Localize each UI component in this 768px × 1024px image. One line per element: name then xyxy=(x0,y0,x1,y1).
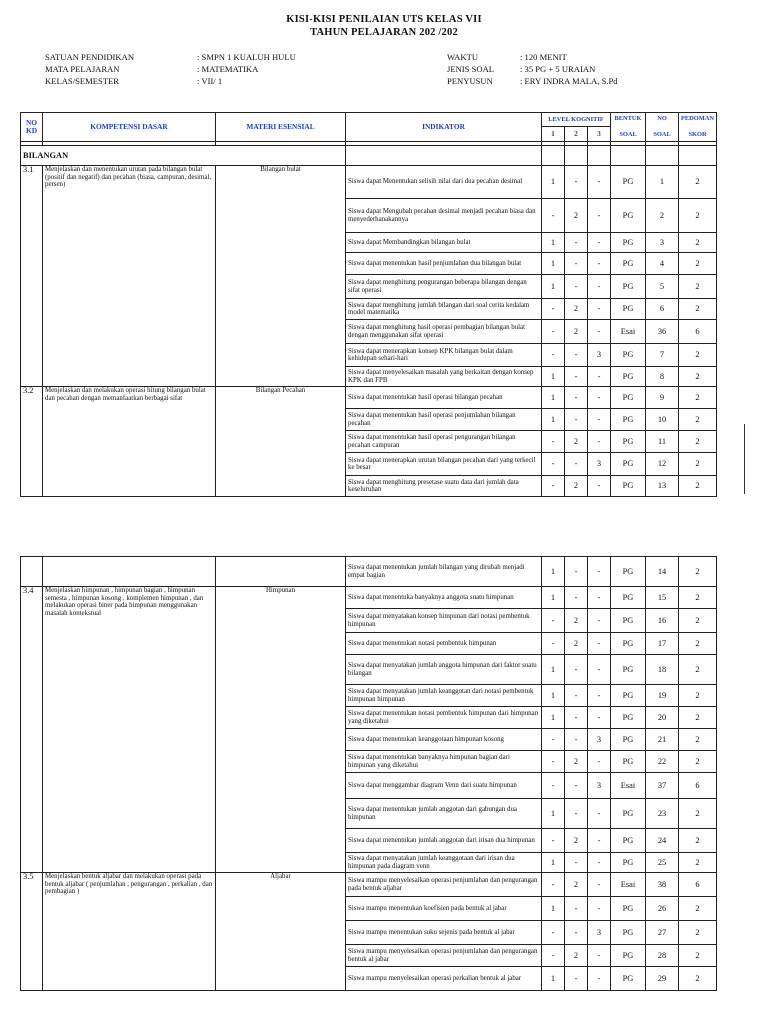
meta-label: MATA PELAJARAN xyxy=(45,64,120,74)
kompetensi-dasar-cell: Menjelaskan bentuk aljabar dan melakukan operasi pada bentuk aljabar ( penjumlahan , pengurangan , perkalian , dan pembagian ) xyxy=(43,873,216,991)
bentuk-soal-cell: PG xyxy=(611,344,646,367)
no-soal-cell: 27 xyxy=(646,921,679,945)
level-1-cell: - xyxy=(542,344,565,367)
indikator-cell: Siswa dapat menghitung jumlah bilangan dari soal cerita kedalam model matematika xyxy=(346,299,542,320)
scrollbar-thumb[interactable] xyxy=(744,424,745,494)
bentuk-soal-cell: PG xyxy=(611,453,646,476)
level-2-cell: - xyxy=(565,233,588,253)
level-3-cell: - xyxy=(588,199,611,233)
level-1-cell: - xyxy=(542,453,565,476)
level-2-cell: - xyxy=(565,655,588,685)
skor-cell: 2 xyxy=(679,476,717,497)
indikator-cell: Siswa mampu menyelesaikan operasi penjumlahan dan pengurangan pada bentuk aljabar xyxy=(346,873,542,897)
meta-label: WAKTU xyxy=(447,52,479,62)
meta-value: : MATEMATIKA xyxy=(197,64,259,74)
level-3-cell: 3 xyxy=(588,921,611,945)
no-soal-cell: 20 xyxy=(646,707,679,729)
level-2-cell: - xyxy=(565,557,588,587)
empty-cell xyxy=(565,146,588,166)
meta-label: SATUAN PENDIDIKAN xyxy=(45,52,135,62)
level-2-cell: 2 xyxy=(565,609,588,633)
indikator-cell: Siswa dapat Menentukan selisih nilai dari dua pecahan desimal xyxy=(346,166,542,199)
level-1-cell: - xyxy=(542,633,565,655)
level-1-cell: 1 xyxy=(542,707,565,729)
indikator-cell: Siswa dapat menentukan hasil operasi bilangan pecahan xyxy=(346,387,542,409)
no-soal-cell: 12 xyxy=(646,453,679,476)
indikator-cell: Siswa dapat menentukan notasi pembentuk himpunan xyxy=(346,633,542,655)
level-2-cell: - xyxy=(565,685,588,707)
level-2-cell: - xyxy=(565,799,588,829)
skor-cell: 6 xyxy=(679,320,717,344)
level-1-cell: - xyxy=(542,921,565,945)
level-2-cell: 2 xyxy=(565,633,588,655)
level-2-cell: - xyxy=(565,409,588,431)
indikator-cell: Siswa dapat menentukan banyaknya himpunan bagian dari himpunan yang diketahui xyxy=(346,751,542,773)
level-3-cell: - xyxy=(588,166,611,199)
bentuk-soal-cell: PG xyxy=(611,387,646,409)
level-2-cell: - xyxy=(565,367,588,387)
level-1-cell: 1 xyxy=(542,275,565,299)
bentuk-soal-cell: Esai xyxy=(611,873,646,897)
level-2-cell: - xyxy=(565,344,588,367)
empty-cell xyxy=(346,146,542,166)
bentuk-soal-cell: Esai xyxy=(611,773,646,799)
level-1-cell: - xyxy=(542,751,565,773)
level-1-cell: - xyxy=(542,299,565,320)
level-1-cell: - xyxy=(542,476,565,497)
bentuk-soal-cell: PG xyxy=(611,166,646,199)
level-1-cell: 1 xyxy=(542,387,565,409)
indikator-cell: Siswa dapat menentukan jumlah bilangan yang dirubah menjadi empat bagian xyxy=(346,557,542,587)
level-1-cell: - xyxy=(542,773,565,799)
bentuk-soal-cell: PG xyxy=(611,945,646,967)
skor-cell: 2 xyxy=(679,945,717,967)
no-soal-cell: 24 xyxy=(646,829,679,853)
no-soal-cell: 19 xyxy=(646,685,679,707)
skor-cell: 2 xyxy=(679,587,717,609)
bentuk-soal-cell: PG xyxy=(611,967,646,991)
level-1-cell: - xyxy=(542,199,565,233)
table-row xyxy=(21,166,717,199)
level-2-cell: - xyxy=(565,587,588,609)
level-3-cell: 3 xyxy=(588,773,611,799)
meta-value: : SMPN 1 KUALUH HULU xyxy=(197,52,296,62)
table-row xyxy=(21,557,717,587)
skor-cell: 2 xyxy=(679,921,717,945)
indikator-cell: Siswa dapat menerapkan konsep KPK bilangan bulat dalam kehidupan sehari-hari xyxy=(346,344,542,367)
skor-cell: 2 xyxy=(679,799,717,829)
level-3-cell: - xyxy=(588,299,611,320)
level-1-cell: 1 xyxy=(542,409,565,431)
level-3-cell: - xyxy=(588,253,611,275)
no-soal-cell: 17 xyxy=(646,633,679,655)
indikator-cell: Siswa dapat menyatakan jumlah keanggotan dari notasi pembentuk himpunan himpunan xyxy=(346,685,542,707)
level-1-cell: - xyxy=(542,320,565,344)
no-soal-cell: 29 xyxy=(646,967,679,991)
level-2-cell: 2 xyxy=(565,476,588,497)
skor-cell: 2 xyxy=(679,967,717,991)
indikator-cell: Siswa dapat menentukan jumlah anggotan dari gabungan dua himpunan xyxy=(346,799,542,829)
level-1-cell: - xyxy=(542,609,565,633)
no-soal-cell: 14 xyxy=(646,557,679,587)
level-3-cell: - xyxy=(588,707,611,729)
indikator-cell: Siswa dapat menghitung hasil operasi pembagian bilangan bulat dengan menggunakan sifat operasi xyxy=(346,320,542,344)
bentuk-soal-cell: PG xyxy=(611,799,646,829)
indikator-cell: Siswa dapat menentuka banyaknya anggota suatu himpunan xyxy=(346,587,542,609)
level-2-cell: - xyxy=(565,275,588,299)
indikator-cell: Siswa dapat menentukan notasi pembentuk himpunan dari himpunan yang diketahui xyxy=(346,707,542,729)
skor-cell: 2 xyxy=(679,853,717,873)
level-1-cell: 1 xyxy=(542,897,565,921)
meta-value: : 35 PG + 5 URAIAN xyxy=(520,64,596,74)
header-level-1: 1 xyxy=(542,127,565,142)
empty-cell xyxy=(646,146,679,166)
meta-value: : 120 MENIT xyxy=(520,52,567,62)
level-2-cell: - xyxy=(565,253,588,275)
indikator-cell: Siswa mampu menentukan koefisien pada bentuk al jabar xyxy=(346,897,542,921)
bentuk-soal-cell: PG xyxy=(611,655,646,685)
no-soal-cell: 9 xyxy=(646,387,679,409)
level-3-cell: - xyxy=(588,387,611,409)
level-3-cell: - xyxy=(588,873,611,897)
header-kompetensi-dasar: KOMPETENSI DASAR xyxy=(43,113,216,142)
bentuk-soal-cell: PG xyxy=(611,557,646,587)
level-3-cell: - xyxy=(588,685,611,707)
skor-cell: 2 xyxy=(679,431,717,453)
no-soal-cell: 10 xyxy=(646,409,679,431)
no-soal-cell: 13 xyxy=(646,476,679,497)
no-soal-cell: 11 xyxy=(646,431,679,453)
level-1-cell: - xyxy=(542,945,565,967)
level-3-cell: - xyxy=(588,829,611,853)
meta-value: : VII/ 1 xyxy=(197,76,223,86)
kompetensi-dasar-cell: Menjelaskan himpunan , himpunan bagian , himpunan semesta , himpunan kosong , komplemen himpunan , dan melakukan operasi biner pada himpunan menggunakan masalah kontekstual xyxy=(43,587,216,873)
indikator-cell: Siswa dapat menghitung presetase suatu data dari jumlah data keseluruhan xyxy=(346,476,542,497)
no-soal-cell: 16 xyxy=(646,609,679,633)
skor-cell: 2 xyxy=(679,253,717,275)
level-3-cell: - xyxy=(588,320,611,344)
no-soal-cell: 26 xyxy=(646,897,679,921)
header-level-2: 2 xyxy=(565,127,588,142)
kd-number-cell: 3.2 xyxy=(21,387,43,497)
level-1-cell: 1 xyxy=(542,587,565,609)
level-2-cell: 2 xyxy=(565,829,588,853)
no-soal-cell: 36 xyxy=(646,320,679,344)
level-3-cell: 3 xyxy=(588,729,611,751)
indikator-cell: Siswa dapat menerapkan urutan bilangan pecahan dari yang terkecil ke besar xyxy=(346,453,542,476)
bentuk-soal-cell: PG xyxy=(611,431,646,453)
skor-cell: 6 xyxy=(679,873,717,897)
indikator-cell: Siswa dapat menentukan hasil operasi penjumlahan bilangan pecahan xyxy=(346,409,542,431)
header-no-kd: NO KD xyxy=(21,113,43,142)
no-soal-cell: 38 xyxy=(646,873,679,897)
no-soal-cell: 15 xyxy=(646,587,679,609)
indikator-cell: Siswa dapat menentukan hasil operasi pengurangan bilangan pecahan campuran xyxy=(346,431,542,453)
no-soal-cell: 22 xyxy=(646,751,679,773)
empty-cell xyxy=(679,146,717,166)
indikator-cell: Siswa dapat Membandingkan bilangan bulat xyxy=(346,233,542,253)
bentuk-soal-cell: PG xyxy=(611,729,646,751)
level-3-cell: - xyxy=(588,367,611,387)
no-soal-cell: 25 xyxy=(646,853,679,873)
skor-cell: 2 xyxy=(679,751,717,773)
level-3-cell: - xyxy=(588,799,611,829)
level-2-cell: - xyxy=(565,853,588,873)
bentuk-soal-cell: Esai xyxy=(611,320,646,344)
empty-cell xyxy=(588,146,611,166)
header-materi-esensial: MATERI ESENSIAL xyxy=(216,113,346,142)
level-1-cell: - xyxy=(542,729,565,751)
skor-cell: 2 xyxy=(679,199,717,233)
kompetensi-dasar-cell: Menjelaskan dan menentukan urutan pada bilangan bulat (positif dan negatif) dan pecahan (biasa, campuran, desimal, persen) xyxy=(43,166,216,387)
meta-label: PENYUSUN xyxy=(447,76,493,86)
bentuk-soal-cell: PG xyxy=(611,476,646,497)
meta-labels-right xyxy=(447,51,494,87)
indikator-cell: Siswa mampu menyelesaikan operasi perkalian bentuk al jabar xyxy=(346,967,542,991)
document-title: KISI-KISI PENILAIAN UTS KELAS VII xyxy=(286,14,482,25)
materi-esensial-cell: Bilangan bulat xyxy=(216,166,346,387)
indikator-cell: Siswa dapat menentukan keanggotaan himpunan kosong xyxy=(346,729,542,751)
no-soal-cell: 6 xyxy=(646,299,679,320)
empty-cell xyxy=(542,146,565,166)
indikator-cell: Siswa dapat menyatakan jumlah keanggotaan dari irisan dua himpunan pada diagram venn xyxy=(346,853,542,873)
level-3-cell: - xyxy=(588,853,611,873)
meta-label: JENIS SOAL xyxy=(447,64,495,74)
no-soal-cell: 23 xyxy=(646,799,679,829)
empty-cell xyxy=(216,557,346,587)
level-3-cell: - xyxy=(588,233,611,253)
level-2-cell: - xyxy=(565,921,588,945)
skor-cell: 2 xyxy=(679,367,717,387)
no-soal-cell: 21 xyxy=(646,729,679,751)
table-row xyxy=(21,873,717,897)
level-2-cell: 2 xyxy=(565,751,588,773)
level-3-cell: - xyxy=(588,409,611,431)
kd-number-cell: 3.1 xyxy=(21,166,43,387)
empty-cell xyxy=(611,146,646,166)
level-3-cell: - xyxy=(588,609,611,633)
header-level-kognitif: LEVEL KOGNITIF xyxy=(542,113,611,127)
kisi-kisi-table-page-2 xyxy=(20,556,717,991)
materi-esensial-cell: Himpunan xyxy=(216,587,346,873)
no-soal-cell: 37 xyxy=(646,773,679,799)
level-3-cell: - xyxy=(588,945,611,967)
level-2-cell: 2 xyxy=(565,431,588,453)
skor-cell: 2 xyxy=(679,409,717,431)
skor-cell: 2 xyxy=(679,557,717,587)
level-3-cell: - xyxy=(588,967,611,991)
no-soal-cell: 8 xyxy=(646,367,679,387)
header-bentuk-soal: BENTUK SOAL xyxy=(611,113,646,142)
level-2-cell: - xyxy=(565,166,588,199)
skor-cell: 2 xyxy=(679,344,717,367)
level-1-cell: 1 xyxy=(542,685,565,707)
indikator-cell: Siswa mampu menentukan suku sejenis pada bentuk al jabar xyxy=(346,921,542,945)
empty-cell xyxy=(21,557,43,587)
skor-cell: 2 xyxy=(679,299,717,320)
no-soal-cell: 4 xyxy=(646,253,679,275)
skor-cell: 6 xyxy=(679,773,717,799)
skor-cell: 2 xyxy=(679,387,717,409)
kisi-kisi-table-page-1 xyxy=(20,112,717,497)
page-break xyxy=(0,522,768,554)
level-2-cell: - xyxy=(565,773,588,799)
bentuk-soal-cell: PG xyxy=(611,633,646,655)
indikator-cell: Siswa dapat menghitung pengurangan beberapa bilangan dengan sifat operasi xyxy=(346,275,542,299)
skor-cell: 2 xyxy=(679,707,717,729)
indikator-cell: Siswa mampu menyelesaikan operasi penjumlahan dan pengurangan bentuk al jabar xyxy=(346,945,542,967)
skor-cell: 2 xyxy=(679,655,717,685)
skor-cell: 2 xyxy=(679,275,717,299)
section-row xyxy=(21,146,717,166)
level-3-cell: 3 xyxy=(588,453,611,476)
document-subtitle: TAHUN PELAJARAN 202 /202 xyxy=(310,27,458,38)
bentuk-soal-cell: PG xyxy=(611,299,646,320)
header-no-soal: NO SOAL xyxy=(646,113,679,142)
indikator-cell: Siswa dapat menentukan hasil penjumlahan dua bilangan bulat xyxy=(346,253,542,275)
meta-values-left xyxy=(197,51,296,87)
no-soal-cell: 1 xyxy=(646,166,679,199)
bentuk-soal-cell: PG xyxy=(611,409,646,431)
level-1-cell: - xyxy=(542,829,565,853)
bentuk-soal-cell: PG xyxy=(611,587,646,609)
indikator-cell: Siswa dapat menggambar diagram Venn dari suatu himpunan xyxy=(346,773,542,799)
kompetensi-dasar-cell: Menjelaskan dan melakukan operasi hitung bilangan bulat dan pecahan dengan memanfaatkan berbagai sifat xyxy=(43,387,216,497)
level-3-cell: 3 xyxy=(588,344,611,367)
level-2-cell: 2 xyxy=(565,299,588,320)
level-2-cell: 2 xyxy=(565,320,588,344)
no-soal-cell: 2 xyxy=(646,199,679,233)
meta-label: KELAS/SEMESTER xyxy=(45,76,120,86)
indikator-cell: Siswa dapat Mengubah pecahan desimal menjadi pecahan biasa dan menyederhanakannya xyxy=(346,199,542,233)
skor-cell: 2 xyxy=(679,685,717,707)
bentuk-soal-cell: PG xyxy=(611,253,646,275)
level-1-cell: 1 xyxy=(542,253,565,275)
level-3-cell: - xyxy=(588,587,611,609)
table-row xyxy=(21,387,717,409)
indikator-cell: Siswa dapat menentukan jumlah anggotan dari irisan dua himpunan xyxy=(346,829,542,853)
level-3-cell: - xyxy=(588,476,611,497)
level-2-cell: 2 xyxy=(565,199,588,233)
bentuk-soal-cell: PG xyxy=(611,751,646,773)
meta-value: : ERY INDRA MALA, S.Pd xyxy=(520,76,618,86)
skor-cell: 2 xyxy=(679,633,717,655)
level-1-cell: 1 xyxy=(542,799,565,829)
level-3-cell: - xyxy=(588,655,611,685)
empty-cell xyxy=(43,557,216,587)
level-1-cell: 1 xyxy=(542,166,565,199)
bentuk-soal-cell: PG xyxy=(611,707,646,729)
header-pedoman-skor: PEDOMAN SKOR xyxy=(679,113,717,142)
level-1-cell: 1 xyxy=(542,853,565,873)
level-2-cell: 2 xyxy=(565,945,588,967)
level-2-cell: 2 xyxy=(565,873,588,897)
bentuk-soal-cell: PG xyxy=(611,829,646,853)
kd-number-cell: 3.5 xyxy=(21,873,43,991)
meta-values-right xyxy=(520,51,618,87)
no-soal-cell: 28 xyxy=(646,945,679,967)
bentuk-soal-cell: PG xyxy=(611,275,646,299)
header-level-3: 3 xyxy=(588,127,611,142)
bentuk-soal-cell: PG xyxy=(611,367,646,387)
skor-cell: 2 xyxy=(679,897,717,921)
no-soal-cell: 18 xyxy=(646,655,679,685)
skor-cell: 2 xyxy=(679,609,717,633)
bentuk-soal-cell: PG xyxy=(611,897,646,921)
bentuk-soal-cell: PG xyxy=(611,199,646,233)
no-soal-cell: 5 xyxy=(646,275,679,299)
materi-esensial-cell: Bilangan Pecahan xyxy=(216,387,346,497)
section-title: BILANGAN xyxy=(21,146,346,166)
bentuk-soal-cell: PG xyxy=(611,685,646,707)
level-1-cell: 1 xyxy=(542,557,565,587)
level-3-cell: - xyxy=(588,751,611,773)
level-2-cell: - xyxy=(565,453,588,476)
bentuk-soal-cell: PG xyxy=(611,921,646,945)
level-2-cell: - xyxy=(565,707,588,729)
skor-cell: 2 xyxy=(679,233,717,253)
indikator-cell: Siswa dapat menyatakan jumlah anggota himpunan dari faktor suatu bilangan xyxy=(346,655,542,685)
level-3-cell: - xyxy=(588,557,611,587)
level-2-cell: - xyxy=(565,967,588,991)
skor-cell: 2 xyxy=(679,453,717,476)
indikator-cell: Siswa dapat menyelesaikan masalah yang berkaitan dengan konsep KPK dan FPB xyxy=(346,367,542,387)
skor-cell: 2 xyxy=(679,729,717,751)
level-1-cell: - xyxy=(542,431,565,453)
level-3-cell: - xyxy=(588,275,611,299)
level-1-cell: 1 xyxy=(542,367,565,387)
kd-number-cell: 3.4 xyxy=(21,587,43,873)
level-2-cell: - xyxy=(565,897,588,921)
meta-labels-left xyxy=(45,51,134,87)
level-3-cell: - xyxy=(588,633,611,655)
skor-cell: 2 xyxy=(679,166,717,199)
skor-cell: 2 xyxy=(679,829,717,853)
level-3-cell: - xyxy=(588,431,611,453)
level-1-cell: 1 xyxy=(542,233,565,253)
bentuk-soal-cell: PG xyxy=(611,609,646,633)
indikator-cell: Siswa dapat menyatakan konsep himpunan dari notasi pembentuk himpunan xyxy=(346,609,542,633)
level-1-cell: - xyxy=(542,873,565,897)
bentuk-soal-cell: PG xyxy=(611,853,646,873)
no-soal-cell: 7 xyxy=(646,344,679,367)
level-2-cell: - xyxy=(565,387,588,409)
materi-esensial-cell: Aljabar xyxy=(216,873,346,991)
level-1-cell: 1 xyxy=(542,967,565,991)
table-row xyxy=(21,587,717,609)
level-2-cell: - xyxy=(565,729,588,751)
level-1-cell: 1 xyxy=(542,655,565,685)
header-indikator: INDIKATOR xyxy=(346,113,542,142)
no-soal-cell: 3 xyxy=(646,233,679,253)
level-3-cell: - xyxy=(588,897,611,921)
bentuk-soal-cell: PG xyxy=(611,233,646,253)
